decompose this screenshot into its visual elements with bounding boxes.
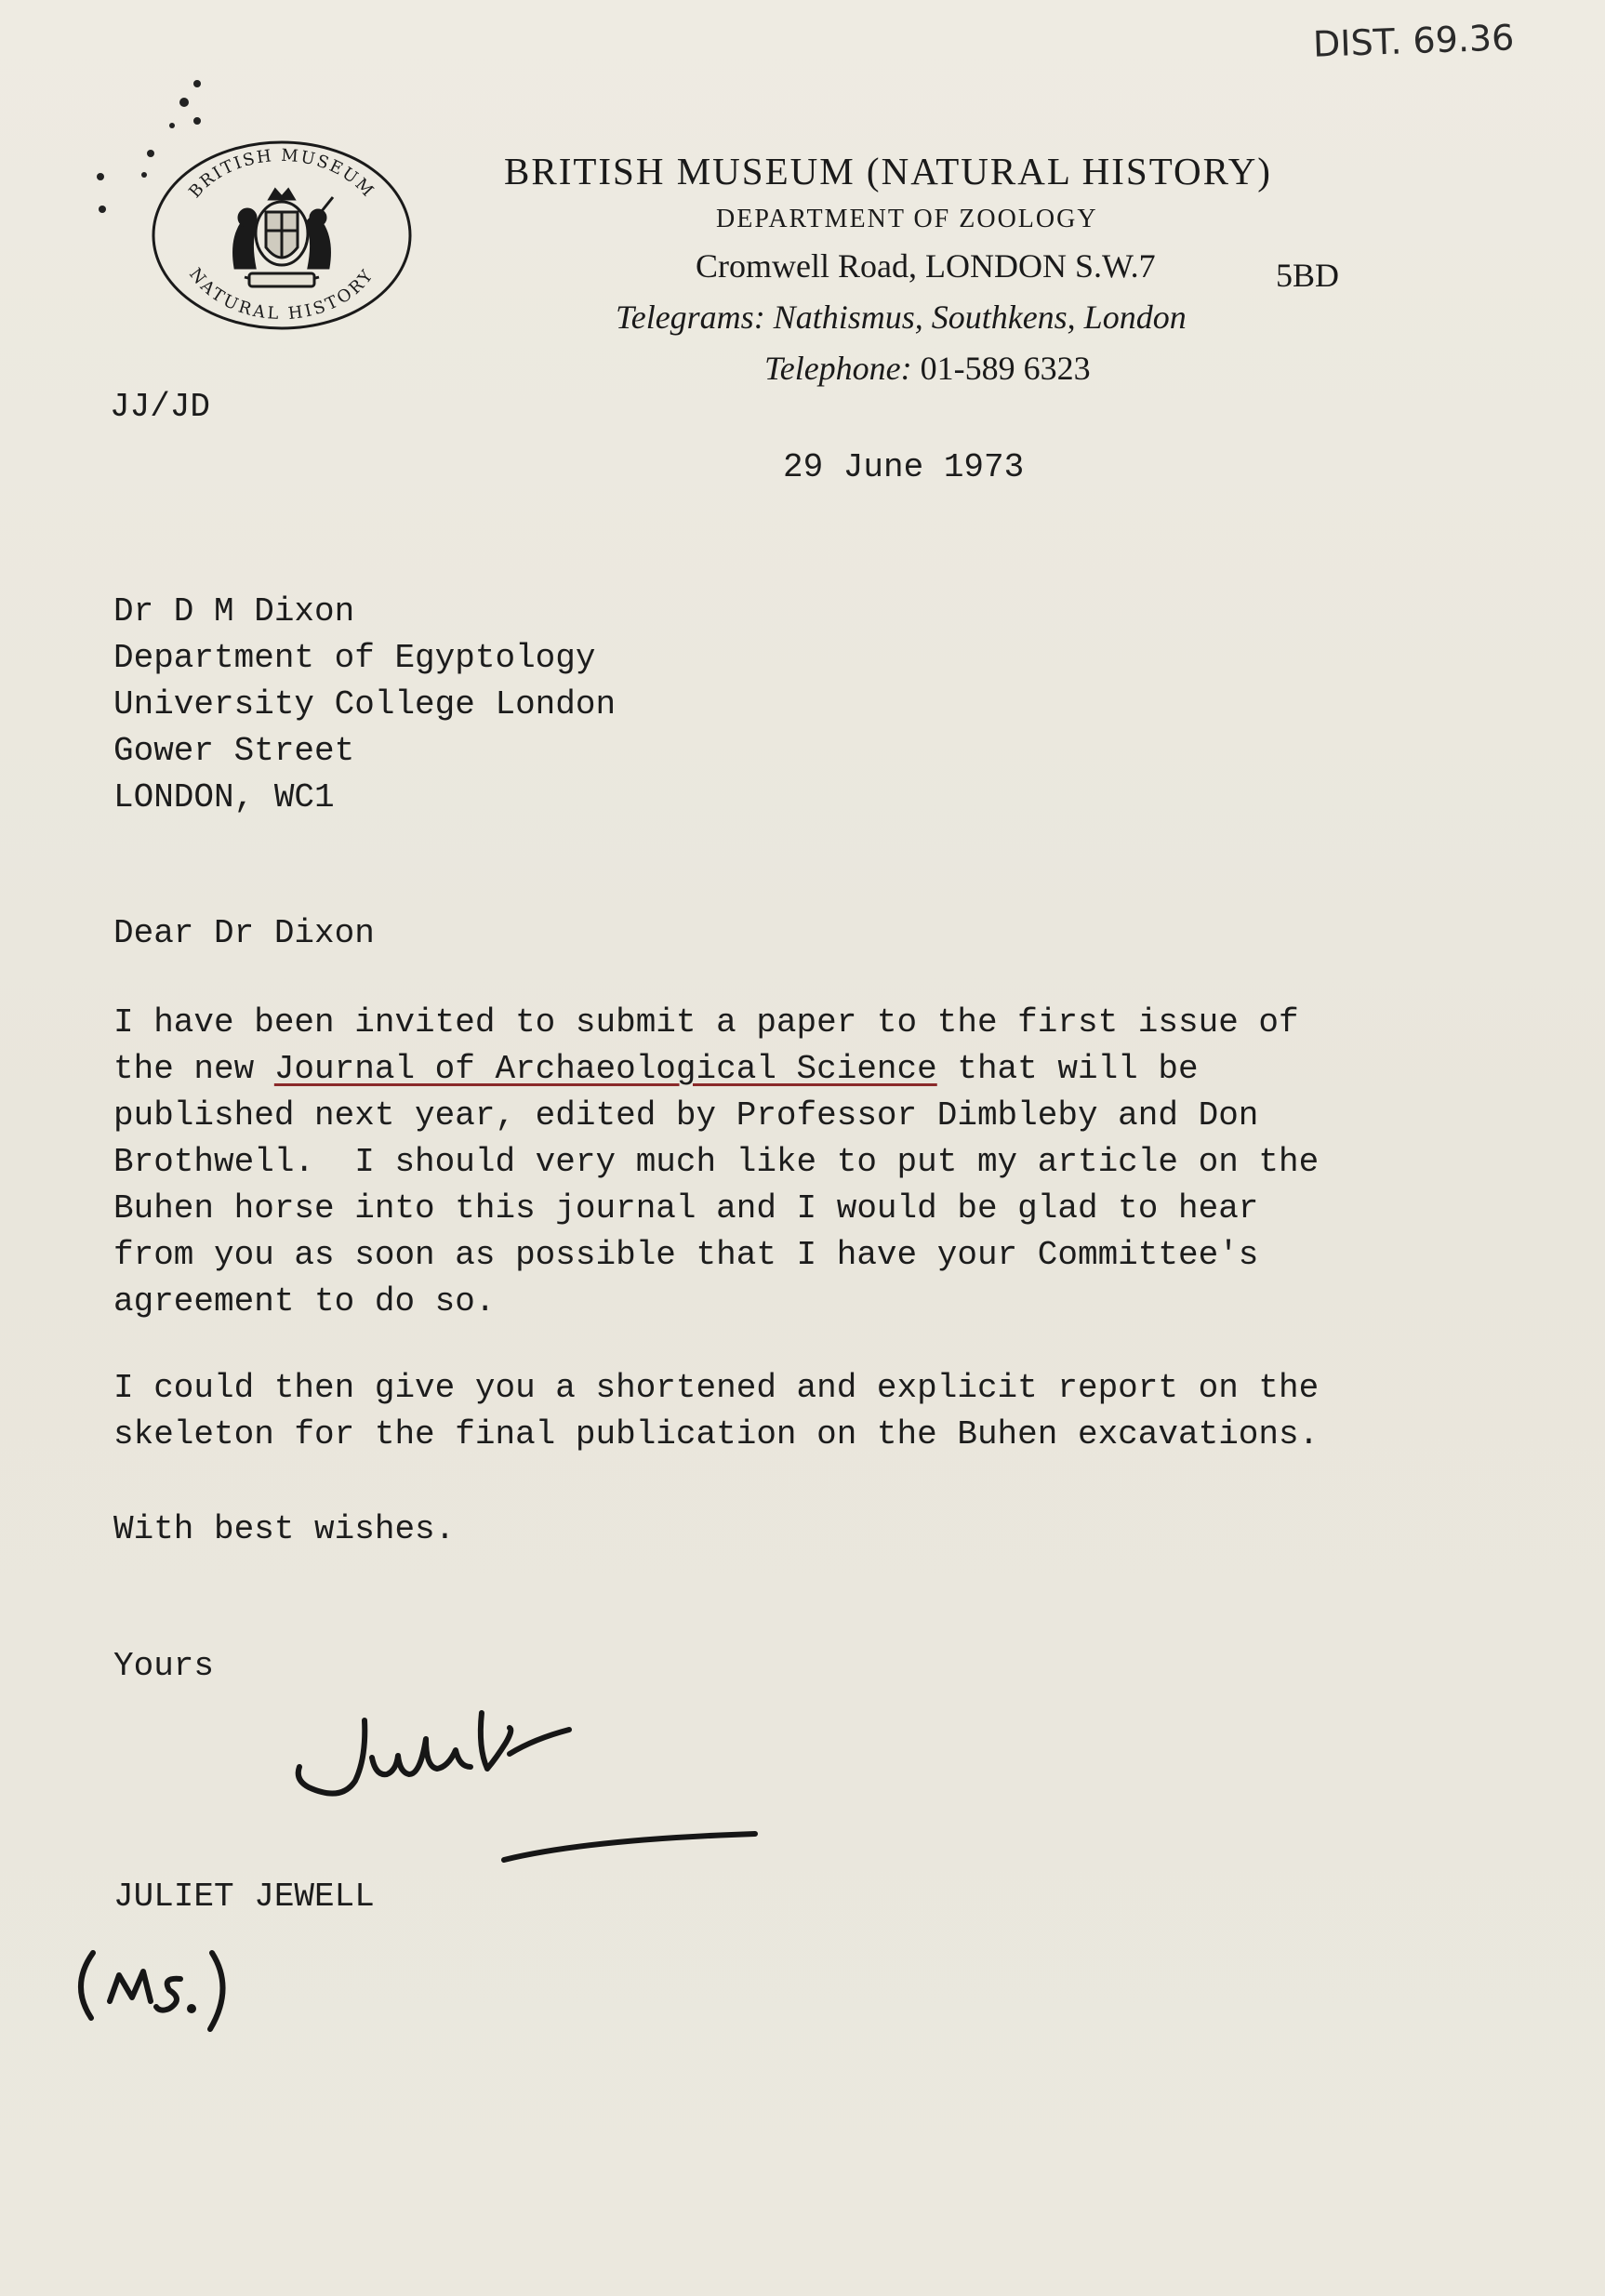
body-line: I have been invited to submit a paper to the first issue of xyxy=(113,1003,1299,1042)
telephone-label: Telephone: xyxy=(764,350,912,387)
recipient-line: University College London xyxy=(113,685,617,723)
signatory-name: JULIET JEWELL xyxy=(113,1878,375,1916)
telephone-number: 01-589 6323 xyxy=(920,350,1091,387)
seal-text-bottom: NATURAL HISTORY xyxy=(185,264,378,325)
seal-text-top: BRITISH MUSEUM xyxy=(185,145,378,203)
body-text: the new xyxy=(113,1050,274,1088)
letter-reference: JJ/JD xyxy=(110,388,211,426)
department-name: DEPARTMENT OF ZOOLOGY xyxy=(716,205,1098,233)
recipient-line: Department of Egyptology xyxy=(113,639,596,677)
museum-seal-emblem xyxy=(147,138,417,333)
body-paragraph-1 xyxy=(113,1000,1319,1325)
postcode-addition: 5BD xyxy=(1276,257,1340,294)
body-line: published next year, edited by Professor Dimbleby and Don xyxy=(113,1096,1259,1135)
recipient-line: Gower Street xyxy=(113,732,355,770)
sign-off: Yours xyxy=(113,1647,215,1685)
body-line: Brothwell. I should very much like to put my article on the xyxy=(113,1143,1320,1181)
body-line xyxy=(113,1046,1319,1093)
body-line: skeleton for the final publication on the Buhen excavations. xyxy=(113,1415,1320,1453)
letter-date: 29 June 1973 xyxy=(783,448,1025,486)
recipient-line: Dr D M Dixon xyxy=(113,592,355,630)
recipient-address xyxy=(113,589,616,821)
institution-name: BRITISH MUSEUM (NATURAL HISTORY) xyxy=(504,150,1272,192)
telegrams-line: Telegrams: Nathismus, Southkens, London xyxy=(616,299,1187,336)
coat-of-arms-icon xyxy=(234,190,333,286)
journal-title: Journal of Archaeological Science xyxy=(273,1050,937,1088)
body-line: I could then give you a shortened and explicit report on the xyxy=(113,1369,1320,1407)
closing: With best wishes. xyxy=(113,1510,456,1548)
archive-reference: DIST. 69.36 xyxy=(1312,17,1515,65)
body-text: that will be xyxy=(936,1050,1199,1088)
handwritten-signature xyxy=(290,1702,774,1888)
body-line: from you as soon as possible that I have your Committee's xyxy=(113,1236,1259,1274)
svg-text:BRITISH MUSEUM xyxy=(185,146,378,202)
salutation: Dear Dr Dixon xyxy=(113,914,375,952)
recipient-line: LONDON, WC1 xyxy=(113,778,335,816)
body-paragraph-2 xyxy=(113,1365,1319,1458)
institution-address: Cromwell Road, LONDON S.W.7 xyxy=(696,247,1156,285)
handwritten-note xyxy=(65,1944,260,2037)
body-line: agreement to do so. xyxy=(113,1282,496,1321)
telephone-line xyxy=(764,349,1091,388)
body-line: Buhen horse into this journal and I would be glad to hear xyxy=(113,1189,1259,1228)
